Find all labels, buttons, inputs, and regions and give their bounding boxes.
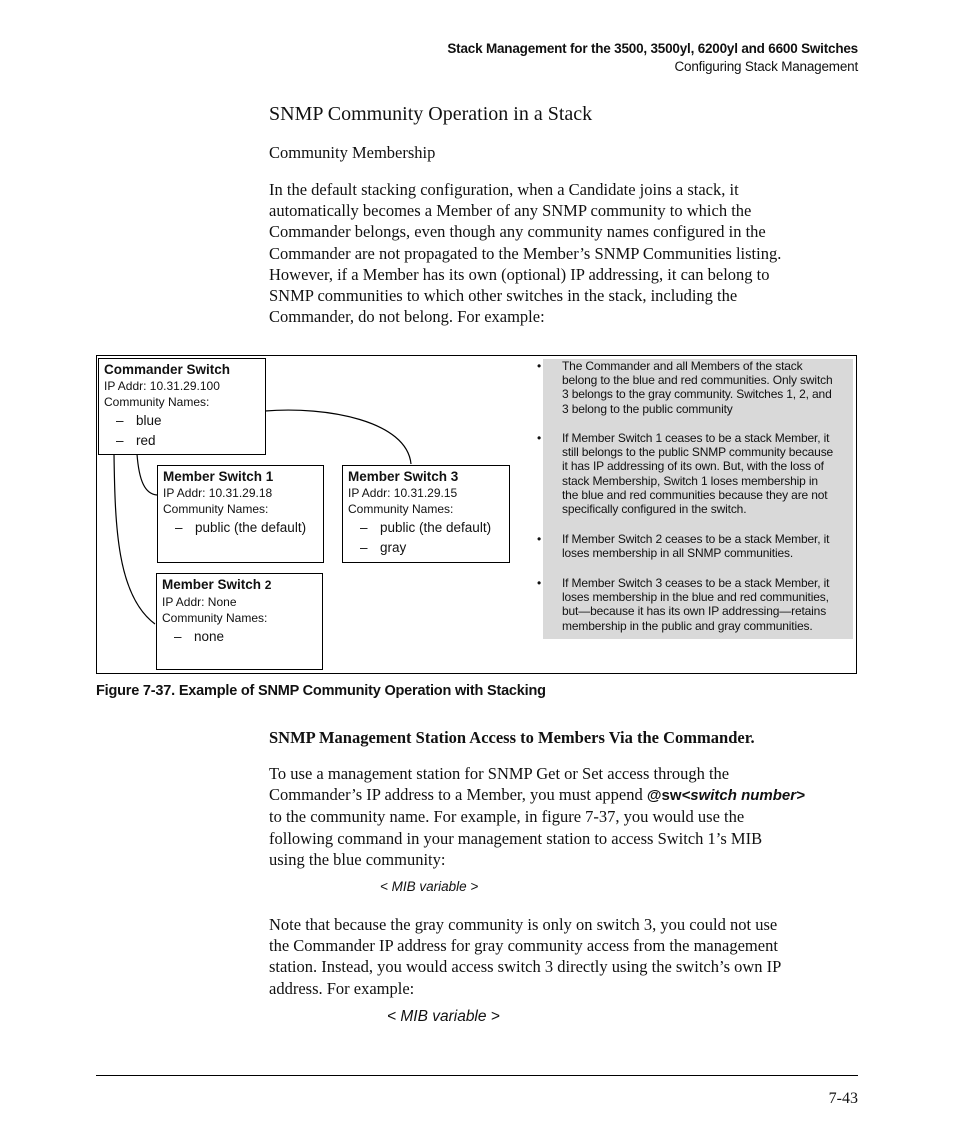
text-line: To use a management station for SNMP Get or Set access through the bbox=[269, 764, 730, 783]
page-number: 7-43 bbox=[828, 1090, 858, 1107]
member2-names-label: Community Names: bbox=[162, 611, 268, 626]
text-line: address. For example: bbox=[269, 978, 415, 998]
example-command-1: < MIB variable > bbox=[380, 879, 479, 894]
text-line: following command in your management station to access Switch 1’s MIB bbox=[269, 828, 763, 848]
community-name-item: – red bbox=[116, 432, 156, 448]
connector-commander-member2 bbox=[114, 454, 155, 624]
text-line: station. Instead, you would access switch 3 directly using the switch’s own IP bbox=[269, 957, 782, 977]
community-name-item: – gray bbox=[360, 539, 407, 555]
footer-rule bbox=[96, 1075, 858, 1076]
bullet-icon: • bbox=[537, 532, 542, 546]
figure-notes-panel bbox=[537, 359, 853, 639]
member1-title: Member Switch 1 bbox=[163, 469, 274, 484]
text-line: SNMP communities to which other switches in the stack, including the bbox=[269, 286, 738, 306]
community-name-item: – public (the default) bbox=[360, 519, 492, 535]
commander-title: Commander Switch bbox=[104, 362, 231, 377]
note-item: • If Member Switch 1 ceases to be a stack Member, it still belongs to the public SNMP community because it has IP addressing of its own. But, with the loss of stack Membership, Switch 1 loses membership in the blue and red communities because they are not specifically configured in the switch. bbox=[537, 431, 834, 517]
member1-names-label: Community Names: bbox=[163, 502, 269, 517]
commander-names-label: Community Names: bbox=[104, 395, 210, 410]
connector-commander-member1 bbox=[137, 454, 157, 495]
figure-7-37 bbox=[96, 355, 857, 674]
text-line: In the default stacking configuration, when a Candidate joins a stack, it bbox=[269, 180, 739, 199]
commander-ip: IP Addr: 10.31.29.100 bbox=[104, 379, 220, 393]
member-switch-1-box bbox=[157, 465, 324, 563]
text-line: Commander belongs, even though any community names configured in the bbox=[269, 222, 766, 242]
member2-title: Member Switch 2 bbox=[162, 577, 272, 592]
member2-ip: IP Addr: None bbox=[162, 595, 237, 609]
inline-code: @sw bbox=[646, 787, 682, 805]
inline-code-variable: <switch number> bbox=[681, 787, 805, 805]
member-switch-3-box bbox=[342, 465, 510, 563]
member3-ip: IP Addr: 10.31.29.15 bbox=[348, 486, 458, 500]
member1-ip: IP Addr: 10.31.29.18 bbox=[163, 486, 273, 500]
note-paragraph bbox=[269, 914, 869, 999]
text-line: Commander are not propagated to the Member’s SNMP Communities listing. bbox=[269, 243, 782, 263]
community-name-item: – blue bbox=[116, 412, 162, 428]
community-name-item: – public (the default) bbox=[175, 519, 307, 535]
text-line: to the community name. For example, in figure 7-37, you would use the bbox=[269, 807, 745, 827]
subsection-heading: Community Membership bbox=[269, 143, 436, 162]
community-name-item: – none bbox=[174, 628, 225, 644]
access-heading: SNMP Management Station Access to Members Via the Commander. bbox=[269, 728, 755, 747]
figure-caption: Figure 7-37. Example of SNMP Community Operation with Stacking bbox=[96, 683, 546, 699]
access-paragraph bbox=[269, 763, 869, 870]
running-header-subtitle: Configuring Stack Management bbox=[674, 59, 858, 74]
text-line: However, if a Member has its own (optional) IP addressing, it can belong to bbox=[269, 264, 770, 284]
note-item: • If Member Switch 3 ceases to be a stack Member, it loses membership in the blue and red communities, but—because it has its own IP addressing—retains membership in the public and gray communities. bbox=[537, 576, 830, 633]
member3-title: Member Switch 3 bbox=[348, 469, 459, 484]
text-line: automatically becomes a Member of any SNMP community to which the bbox=[269, 201, 752, 221]
text-line: Note that because the gray community is only on switch 3, you could not use bbox=[269, 915, 778, 934]
member-switch-2-box bbox=[156, 573, 323, 670]
text-line: the Commander IP address for gray community access from the management bbox=[269, 936, 778, 956]
text-line: using the blue community: bbox=[269, 849, 446, 869]
connector-commander-member3 bbox=[265, 410, 411, 464]
member3-names-label: Community Names: bbox=[348, 502, 454, 517]
running-header-title: Stack Management for the 3500, 3500yl, 6200yl and 6600 Switches bbox=[447, 41, 858, 56]
note-item: • The Commander and all Members of the stack belong to the blue and red communities. Only switch 3 belongs to the gray community. Switches 1, 2, and 3 belong to the public community bbox=[537, 359, 833, 416]
text-line: Commander’s IP address to a Member, you must append @sw<switch number> bbox=[269, 785, 805, 805]
section-heading: SNMP Community Operation in a Stack bbox=[269, 103, 593, 125]
bullet-icon: • bbox=[537, 576, 542, 590]
bullet-icon: • bbox=[537, 431, 542, 445]
bullet-icon: • bbox=[537, 359, 542, 373]
commander-switch-box bbox=[98, 358, 266, 455]
text-line: Commander, do not belong. For example: bbox=[269, 307, 545, 327]
example-command-2: < MIB variable > bbox=[387, 1008, 500, 1025]
note-item: • If Member Switch 2 ceases to be a stack Member, it loses membership in all SNMP communities. bbox=[537, 532, 830, 561]
intro-paragraph bbox=[269, 179, 869, 327]
